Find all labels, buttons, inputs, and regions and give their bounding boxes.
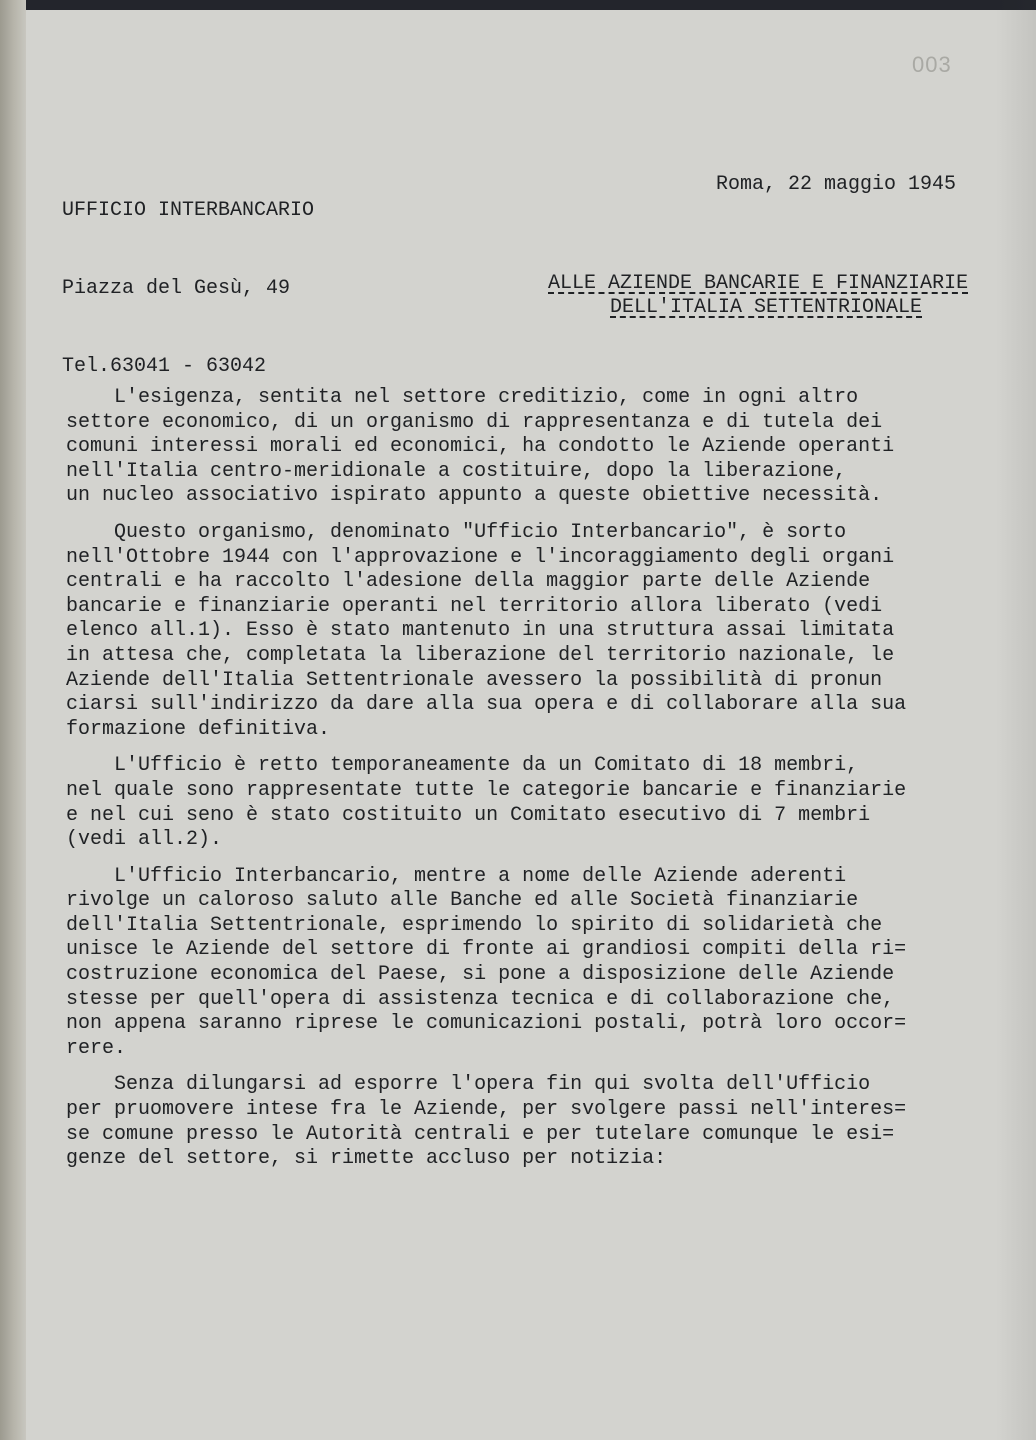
body-line: elenco all.1). Esso è stato mantenuto in una struttura assai limitata [66, 619, 895, 643]
body-line: bancarie e finanziarie operanti nel territorio allora liberato (vedi [66, 594, 883, 618]
body-paragraph [66, 386, 996, 509]
body-line: settore economico, di un organismo di rappresentanza e di tutela dei [66, 410, 883, 434]
sender-line: UFFICIO INTERBANCARIO [62, 199, 315, 222]
body-line: rivolge un caloroso saluto alle Banche ed alle Società finanziarie [66, 889, 859, 913]
body-line: comuni interessi morali ed economici, ha condotto le Aziende operanti [66, 435, 895, 459]
scan-top-border [0, 0, 1036, 10]
body-line: Aziende dell'Italia Settentrionale avessero la possibilità di pronun [66, 668, 883, 692]
body-line: (vedi all.2). [66, 828, 223, 852]
body-line: rere. [66, 1036, 127, 1060]
body-line: un nucleo associativo ispirato appunto a queste obiettive necessità. [66, 484, 883, 508]
body-line: ciarsi sull'indirizzo da dare alla sua opera e di collaborare alla sua [66, 693, 907, 717]
body-line: nell'Italia centro-meridionale a costituire, dopo la liberazione, [66, 459, 847, 483]
letter-date: Roma, 22 maggio 1945 [716, 173, 957, 196]
addressee-block [548, 272, 968, 320]
body-line: non appena saranno riprese le comunicazioni postali, potrà loro occor= [66, 1012, 907, 1036]
body-line: nel quale sono rappresentate tutte le categorie bancarie e finanziarie [66, 778, 907, 802]
body-line: unisce le Aziende del settore di fronte ai grandiosi compiti della ri= [66, 938, 907, 962]
body-line: in attesa che, completata la liberazione del territorio nazionale, le [66, 643, 895, 667]
scan-right-shade [996, 0, 1036, 1440]
body-line: e nel cui seno è stato costituito un Comitato esecutivo di 7 membri [66, 803, 871, 827]
body-line: formazione definitiva. [66, 717, 331, 741]
body-line: costruzione economica del Paese, si pone a disposizione delle Aziende [66, 963, 895, 987]
archive-number: 003 [912, 52, 952, 77]
body-line: L'esigenza, sentita nel settore creditizio, come in ogni altro [66, 386, 859, 409]
addressee-line: DELL'ITALIA SETTENTRIONALE [610, 296, 923, 319]
body-line: se comune presso le Autorità centrali e per tutelare comunque le esi= [66, 1122, 895, 1146]
body-paragraph [66, 754, 996, 852]
body-line: L'Ufficio Interbancario, mentre a nome delle Aziende aderenti [66, 864, 847, 888]
body-line: Questo organismo, denominato "Ufficio Interbancario", è sorto [66, 520, 847, 544]
body-line: per pruomovere intese fra le Aziende, per svolgere passi nell'interes= [66, 1098, 907, 1122]
body-line: dell'Italia Settentrionale, esprimendo lo spirito di solidarietà che [66, 913, 883, 937]
letter-body [66, 386, 996, 1184]
body-paragraph [66, 521, 996, 742]
scan-left-edge [0, 0, 26, 1440]
body-line: Senza dilungarsi ad esporre l'opera fin qui svolta dell'Ufficio [66, 1073, 871, 1097]
addressee-line: ALLE AZIENDE BANCARIE E FINANZIARIE [548, 272, 969, 295]
body-line: nell'Ottobre 1944 con l'approvazione e l'incoraggiamento degli organi [66, 545, 895, 569]
body-line: centrali e ha raccolto l'adesione della maggior parte delle Aziende [66, 570, 871, 594]
body-line: genze del settore, si rimette accluso per notizia: [66, 1147, 667, 1171]
body-line: L'Ufficio è retto temporaneamente da un Comitato di 18 membri, [66, 754, 859, 778]
body-line: stesse per quell'opera di assistenza tecnica e di collaborazione che, [66, 987, 895, 1011]
body-paragraph [66, 1073, 996, 1171]
sender-line: Tel.63041 - 63042 [62, 355, 267, 378]
sender-line: Piazza del Gesù, 49 [62, 277, 291, 300]
body-paragraph [66, 865, 996, 1062]
